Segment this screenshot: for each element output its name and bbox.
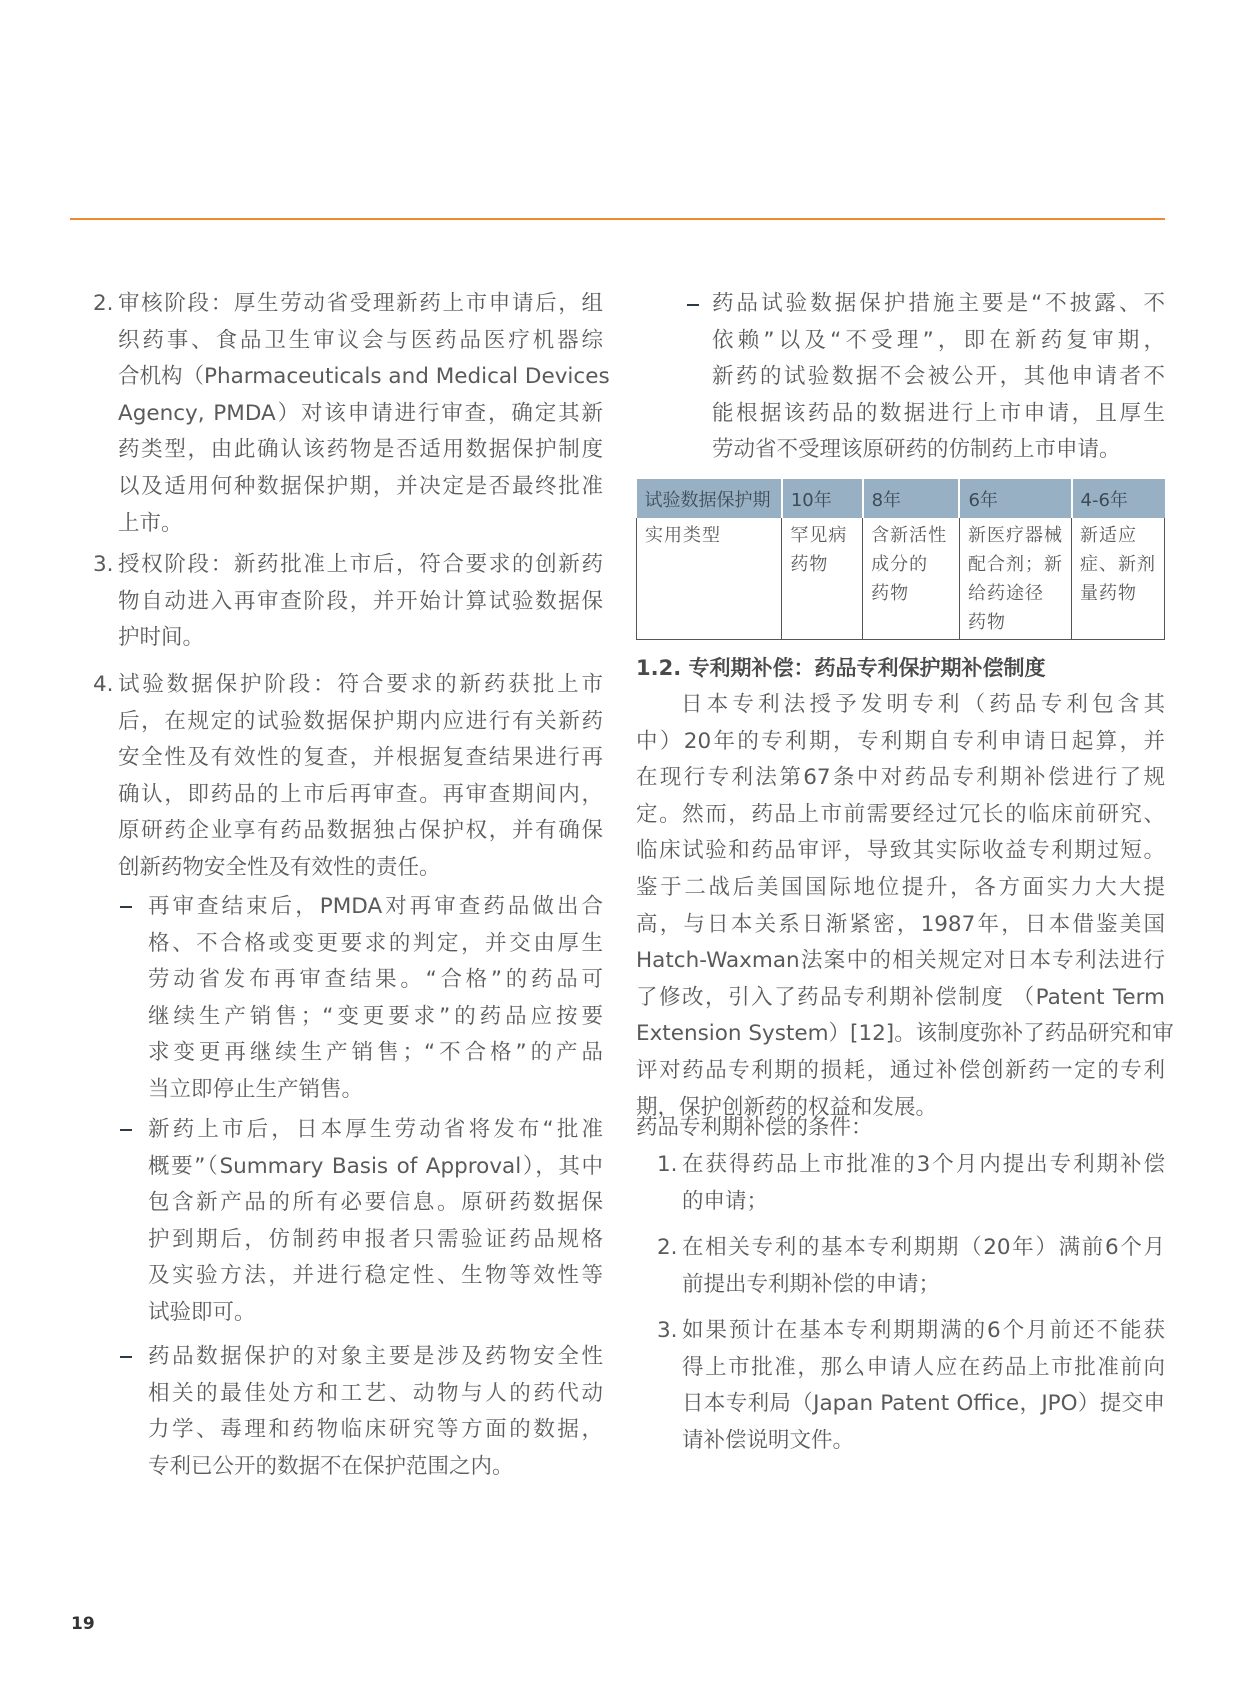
cell-line: 药物 [790, 554, 829, 575]
table-cell [959, 518, 1071, 640]
text-line: 确认，即药品的上市后再审查。再审查期间内， [118, 781, 603, 807]
text-line: 在相关专利的基本专利期期（20年）满前6个月 [682, 1235, 1165, 1260]
text-line: Hatch-Waxman法案中的相关规定对日本专利法进行 [636, 948, 1165, 974]
text-line: 安全性及有效性的复查，并根据复查结果进行再 [118, 745, 603, 771]
text-line: 评对药品专利期的损耗，通过补偿创新药一定的专利 [636, 1057, 1165, 1083]
dash-bullet-icon [120, 1129, 132, 1131]
list-number: 4. [93, 672, 114, 697]
cell-line: 含新活性 [871, 525, 948, 546]
text-line: 再审查结束后，PMDA对再审查药品做出合 [148, 894, 603, 919]
text-line: 在获得药品上市批准的3个月内提出专利期补偿 [682, 1152, 1165, 1177]
cell-line: 罕见病 [790, 525, 848, 546]
text-line: 物自动进入再审查阶段，并开始计算试验数据保 [118, 588, 603, 614]
list-number: 3. [93, 552, 114, 577]
cell-line: 给药途径 [967, 583, 1044, 604]
text-line: 定。然而，药品上市前需要经过冗长的临床前研究、 [636, 801, 1165, 827]
text-line: 如果预计在基本专利期期满的6个月前还不能获 [682, 1318, 1165, 1343]
text-line: 试验即可。 [148, 1299, 256, 1325]
text-line: 得上市批准，那么申请人应在药品上市批准前向 [682, 1354, 1165, 1380]
list-item-review-stage [118, 286, 610, 542]
bullet-protection-measures [712, 286, 1165, 469]
text-line: 在现行专利法第67条中对药品专利期补偿进行了规 [636, 765, 1165, 791]
text-line: 药类型，由此确认该药物是否适用数据保护制度 [118, 437, 603, 463]
list-item-authorization-stage [118, 547, 603, 657]
text-line: 药品试验数据保护措施主要是“不披露、不 [712, 291, 1165, 316]
text-line: 创新药物安全性及有效性的责任。 [118, 854, 441, 880]
text-line: Extension System）[12]。该制度弥补了药品研究和审 [636, 1021, 1174, 1047]
bullet-protection-scope [148, 1339, 603, 1485]
list-number: 2. [657, 1235, 678, 1260]
text-line: 护时间。 [118, 625, 205, 651]
text-line: 高，与日本关系日渐紧密，1987年，日本借鉴美国 [636, 911, 1165, 937]
text-line: 上市。 [118, 510, 183, 536]
patent-term-paragraph [636, 687, 1174, 1126]
text-line: 相关的最佳处方和工艺、动物与人的药代动 [148, 1380, 603, 1406]
table-header-row [637, 479, 1165, 518]
text-line: 能根据该药品的数据进行上市申请，且厚生 [712, 400, 1165, 426]
cell-line: 新适应 [1080, 525, 1137, 546]
table-cell [637, 518, 782, 640]
text-line: 新药上市后，日本厚生劳动省将发布“批准 [148, 1117, 603, 1142]
cell-line: 实用类型 [645, 525, 721, 546]
table-cell [863, 518, 960, 640]
cell-line: 新医疗器械 [967, 525, 1063, 546]
text-line: 劳动省不受理该原研药的仿制药上市申请。 [712, 437, 1121, 463]
dash-bullet-icon [120, 906, 132, 908]
bullet-summary-basis [148, 1112, 603, 1332]
list-number: 2. [93, 291, 114, 316]
cell-line: 药物 [871, 583, 910, 604]
text-line: 药品数据保护的对象主要是涉及药物安全性 [148, 1344, 603, 1369]
condition-item [682, 1230, 1165, 1303]
text-line: 合机构（Pharmaceuticals and Medical Devices [118, 364, 610, 390]
text-line: 期，保护创新药的权益和发展。 [636, 1094, 938, 1120]
text-line: Agency, PMDA）对该申请进行审查，确定其新 [118, 400, 603, 426]
text-line: 护到期后，仿制药申报者只需验证药品规格 [148, 1226, 603, 1252]
text-line: 前提出专利期补偿的申请； [682, 1271, 941, 1297]
bullet-reexamination [148, 889, 603, 1109]
section-heading: 1.2. 专利期补偿：药品专利保护期补偿制度 [636, 656, 1046, 680]
cell-line: 成分的 [871, 554, 929, 575]
text-line: 以及适用何种数据保护期，并决定是否最终批准 [118, 473, 603, 499]
text-line: 了修改，引入了药品专利期补偿制度 （Patent Term [636, 984, 1165, 1010]
data-protection-table [636, 479, 1165, 640]
cell-line: 症、新剂 [1080, 554, 1156, 575]
list-number: 1. [657, 1152, 678, 1177]
text-line: 试验数据保护阶段：符合要求的新药获批上市 [118, 672, 603, 697]
text-line: 依赖”以及“不受理”，即在新药复审期， [712, 327, 1165, 353]
text-line: 授权阶段：新药批准上市后，符合要求的创新药 [118, 552, 603, 577]
text-line: 中）20年的专利期，专利期自专利申请日起算，并 [636, 728, 1165, 754]
cell-line: 药物 [967, 612, 1006, 633]
table-header: 试验数据保护期 [637, 479, 782, 518]
text-line: 鉴于二战后美国国际地位提升，各方面实力大大提 [636, 874, 1165, 900]
header-divider [70, 218, 1165, 220]
text-line: 概要”（Summary Basis of Approval），其中 [148, 1153, 603, 1179]
text-line: 原研药企业享有药品数据独占保护权，并有确保 [118, 818, 603, 844]
dash-bullet-icon [687, 304, 699, 306]
conditions-label: 药品专利期补偿的条件： [636, 1115, 873, 1140]
text-line: 后，在规定的试验数据保护期内应进行有关新药 [118, 708, 603, 734]
text-line: 请补偿说明文件。 [682, 1427, 855, 1453]
text-line: 继续生产销售；“变更要求”的药品应按要 [148, 1003, 603, 1029]
condition-item [682, 1147, 1165, 1220]
text-line: 求变更再继续生产销售；“不合格”的产品 [148, 1040, 603, 1066]
page-number: 19 [71, 1614, 95, 1634]
table-cell [782, 518, 863, 640]
text-line: 新药的试验数据不会被公开，其他申请者不 [712, 364, 1165, 390]
text-line: 格、不合格或变更要求的判定，并交由厚生 [148, 930, 603, 956]
cell-line: 配合剂；新 [967, 554, 1063, 575]
text-line: 当立即停止生产销售。 [148, 1076, 364, 1102]
text-line: 及实验方法，并进行稳定性、生物等效性等 [148, 1263, 603, 1289]
dash-bullet-icon [120, 1356, 132, 1358]
table-header: 10年 [782, 479, 863, 518]
text-line: 劳动省发布再审查结果。“合格”的药品可 [148, 967, 603, 993]
text-line: 审核阶段：厚生劳动省受理新药上市申请后，组 [118, 291, 603, 316]
condition-item [682, 1313, 1165, 1459]
text-line: 织药事、食品卫生审议会与医药品医疗机器综 [118, 327, 603, 353]
text-line: 力学、毒理和药物临床研究等方面的数据， [148, 1417, 603, 1443]
text-line: 日本专利局（Japan Patent Office，JPO）提交申 [682, 1391, 1165, 1417]
text-line: 临床试验和药品审评，导致其实际收益专利期过短。 [636, 838, 1165, 864]
text-line: 专利已公开的数据不在保护范围之内。 [148, 1453, 514, 1479]
list-number: 3. [657, 1318, 678, 1343]
text-line: 包含新产品的所有必要信息。原研药数据保 [148, 1190, 603, 1216]
table-header: 8年 [863, 479, 960, 518]
text-line: 的申请； [682, 1188, 769, 1214]
table-cell [1072, 518, 1165, 640]
table-header: 4-6年 [1072, 479, 1165, 518]
table-header: 6年 [959, 479, 1071, 518]
text-line: 日本专利法授予发明专利（药品专利包含其 [681, 692, 1165, 717]
cell-line: 量药物 [1080, 583, 1137, 604]
table-row [637, 518, 1165, 640]
list-item-data-protection-stage [118, 667, 603, 887]
